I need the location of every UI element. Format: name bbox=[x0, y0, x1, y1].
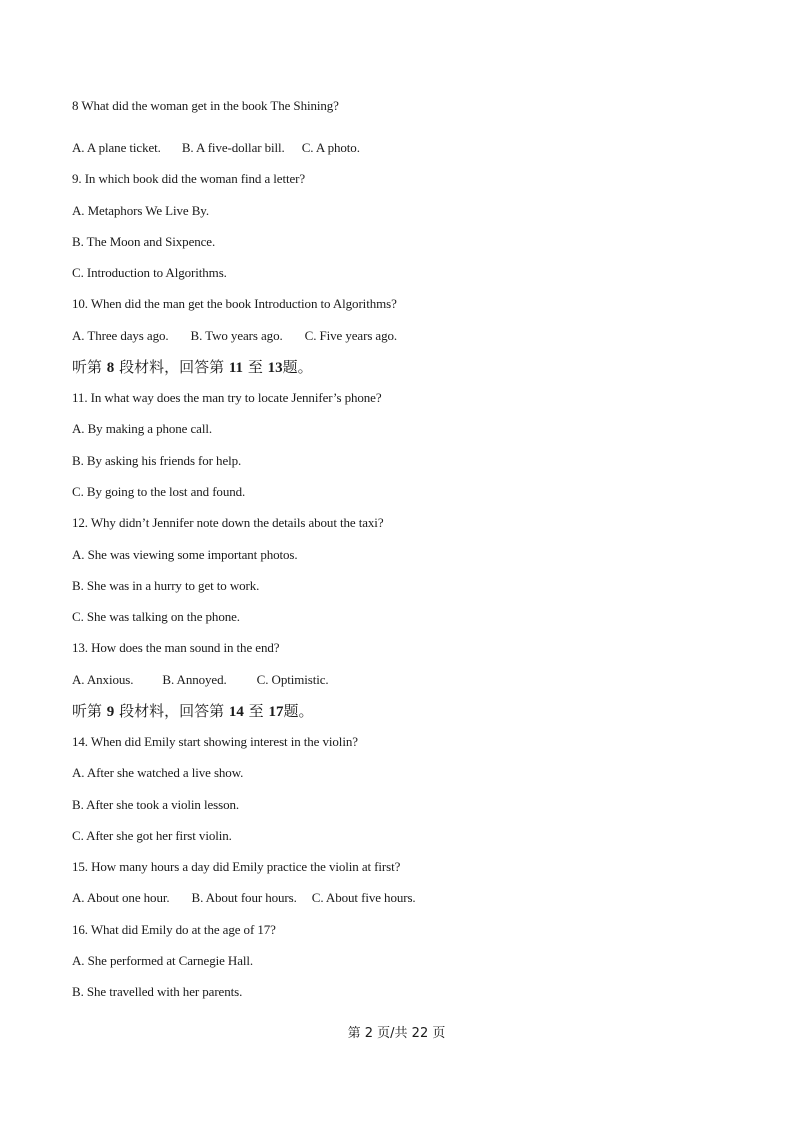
option-9c: C. Introduction to Algorithms. bbox=[72, 265, 227, 280]
option-11a: A. By making a phone call. bbox=[72, 421, 213, 436]
option-10b: B. Two years ago. bbox=[190, 328, 283, 343]
question-8-stem: 8 What did the woman get in the book The Shining? bbox=[72, 98, 339, 113]
section-9-num3: 17 bbox=[268, 704, 284, 720]
section-9-num1: 9 bbox=[106, 704, 115, 720]
option-9b: B. The Moon and Sixpence. bbox=[72, 234, 216, 249]
question-10-options bbox=[72, 328, 397, 344]
section-9-heading bbox=[72, 702, 313, 721]
option-12a: A. She was viewing some important photos. bbox=[72, 547, 298, 562]
question-15-options bbox=[72, 890, 416, 906]
option-8a: A. A plane ticket. bbox=[72, 140, 161, 155]
option-15c: C. About five hours. bbox=[311, 890, 416, 905]
question-16-stem: 16. What did Emily do at the age of 17? bbox=[72, 922, 276, 937]
question-9-stem: 9. In which book did the woman find a letter? bbox=[72, 171, 306, 186]
question-13-options bbox=[72, 672, 329, 688]
option-8c: C. A photo. bbox=[301, 140, 360, 155]
option-14b: B. After she took a violin lesson. bbox=[72, 797, 240, 812]
section-9-mid1: 段材料，回答第 bbox=[119, 702, 225, 720]
section-8-num3: 13 bbox=[267, 360, 283, 376]
option-16a: A. She performed at Carnegie Hall. bbox=[72, 953, 254, 968]
option-12b: B. She was in a hurry to get to work. bbox=[72, 578, 260, 593]
option-11b: B. By asking his friends for help. bbox=[72, 453, 242, 468]
option-11c: C. By going to the lost and found. bbox=[72, 484, 246, 499]
section-8-num2: 11 bbox=[228, 360, 244, 376]
option-15b: B. About four hours. bbox=[191, 890, 297, 905]
option-12c: C. She was talking on the phone. bbox=[72, 609, 240, 624]
section-9-post: 题。 bbox=[283, 702, 314, 720]
option-10c: C. Five years ago. bbox=[304, 328, 398, 343]
option-16b: B. She travelled with her parents. bbox=[72, 984, 243, 999]
option-8b: B. A five-dollar bill. bbox=[181, 140, 285, 155]
question-13-stem: 13. How does the man sound in the end? bbox=[72, 640, 280, 655]
option-13b: B. Annoyed. bbox=[162, 672, 227, 687]
section-8-mid2: 至 bbox=[247, 358, 263, 376]
question-15-stem: 15. How many hours a day did Emily practice the violin at first? bbox=[72, 859, 401, 874]
question-8-options bbox=[72, 140, 360, 156]
section-9-num2: 14 bbox=[228, 704, 244, 720]
option-14a: A. After she watched a live show. bbox=[72, 765, 244, 780]
option-10a: A. Three days ago. bbox=[72, 328, 169, 343]
question-11-stem: 11. In what way does the man try to locate Jennifer’s phone? bbox=[72, 390, 382, 405]
section-8-pre: 听第 bbox=[72, 358, 103, 376]
page-number-footer: 第 2 页/共 22 页 bbox=[347, 1026, 446, 1041]
option-13c: C. Optimistic. bbox=[256, 672, 329, 687]
section-8-post: 题。 bbox=[282, 358, 313, 376]
option-14c: C. After she got her first violin. bbox=[72, 828, 232, 843]
option-15a: A. About one hour. bbox=[72, 890, 170, 905]
section-8-heading bbox=[72, 358, 313, 377]
question-10-stem: 10. When did the man get the book Introduction to Algorithms? bbox=[72, 296, 397, 311]
section-8-num1: 8 bbox=[106, 360, 115, 376]
option-9a: A. Metaphors We Live By. bbox=[72, 203, 210, 218]
section-9-mid2: 至 bbox=[248, 702, 264, 720]
option-13a: A. Anxious. bbox=[72, 672, 134, 687]
question-12-stem: 12. Why didn’t Jennifer note down the details about the taxi? bbox=[72, 515, 384, 530]
question-14-stem: 14. When did Emily start showing interest in the violin? bbox=[72, 734, 358, 749]
section-9-pre: 听第 bbox=[72, 702, 103, 720]
section-8-mid1: 段材料，回答第 bbox=[119, 358, 225, 376]
